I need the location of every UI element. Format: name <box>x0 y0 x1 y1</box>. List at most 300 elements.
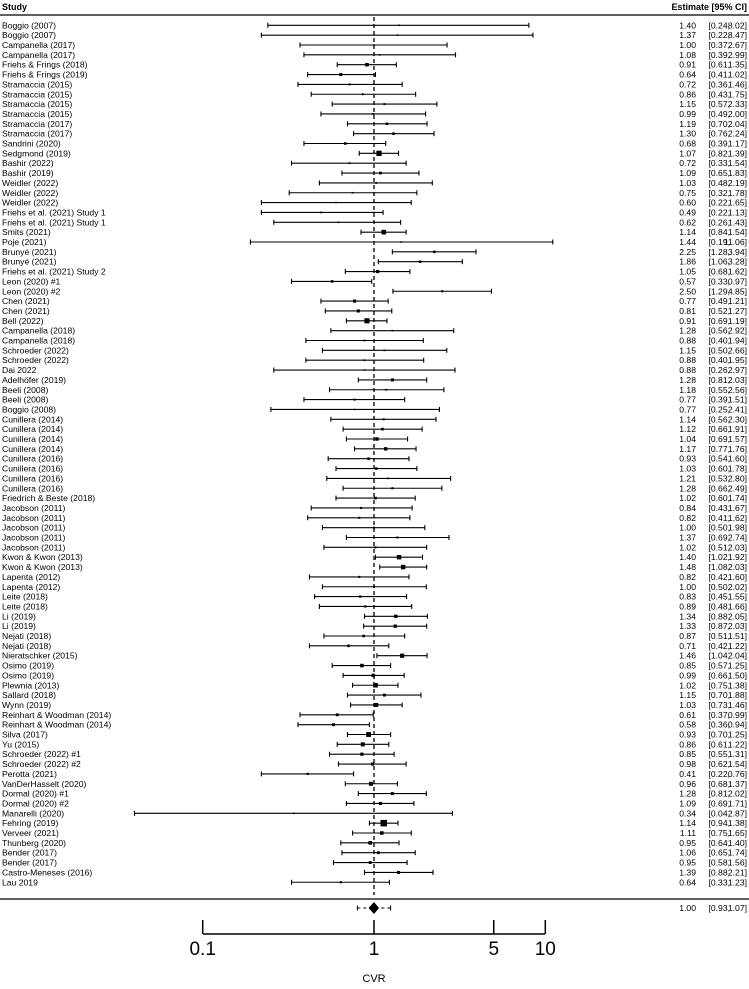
point-estimate <box>354 399 356 401</box>
study-label: Thunberg (2020) <box>2 837 67 848</box>
ci-high-value: 1.25] <box>727 660 747 671</box>
ci-low-value: [0.51, <box>708 542 730 553</box>
ci-low-value: [0.50, <box>708 345 730 356</box>
point-estimate <box>433 251 435 253</box>
estimate-value: 1.06 <box>679 847 696 858</box>
ci-low-value: [0.88, <box>708 867 730 878</box>
estimate-value: 0.85 <box>679 749 696 760</box>
ci-high-value: 0.76] <box>727 768 747 779</box>
ci-high-value: 1.02] <box>727 69 747 80</box>
study-label: Bender (2017) <box>2 857 57 868</box>
point-estimate <box>385 389 387 391</box>
study-label: Sallard (2018) <box>2 690 56 701</box>
ci-high-value: 2.99] <box>727 49 747 60</box>
ci-low-value: [0.50, <box>708 581 730 592</box>
ci-high-value: 2.04] <box>727 650 747 661</box>
ci-low-value: [0.19, <box>708 237 730 247</box>
study-label: Schroeder (2022) <box>2 355 69 366</box>
x-tick-label: 10 <box>534 939 556 960</box>
ci-low-value: [1.28, <box>708 246 730 257</box>
estimate-value: 1.14 <box>679 818 696 829</box>
estimate-value: 0.95 <box>679 857 696 868</box>
ci-low-value: [0.66, <box>708 670 730 681</box>
point-estimate <box>400 241 402 243</box>
point-estimate <box>364 359 366 361</box>
study-label: Schroeder (2022) #2 <box>2 759 81 770</box>
point-estimate <box>339 73 342 76</box>
estimate-value: 1.19 <box>679 118 696 129</box>
ci-high-value: 4.85] <box>727 286 747 297</box>
point-estimate <box>383 103 385 105</box>
point-estimate <box>401 565 405 569</box>
ci-high-value: 2.03] <box>727 562 747 573</box>
estimate-value: 0.72 <box>679 79 696 90</box>
ci-high-value: 1.74] <box>727 847 747 858</box>
ci-low-value: [0.60, <box>708 493 730 504</box>
ci-low-value: [0.60, <box>708 463 730 474</box>
study-label: Campanella (2018) <box>2 325 76 336</box>
point-estimate <box>307 773 309 775</box>
study-label: Boggio (2008) <box>2 404 56 415</box>
study-label: Cunillera (2016) <box>2 463 64 474</box>
estimate-value: 1.86 <box>679 256 696 267</box>
study-label: Campanella (2017) <box>2 49 76 60</box>
ci-high-value: 1.54] <box>727 759 747 770</box>
estimate-value: 0.71 <box>679 640 696 651</box>
ci-low-value: [0.87, <box>708 621 730 632</box>
estimate-value: 0.87 <box>679 631 696 641</box>
estimate-value: 0.85 <box>679 660 696 671</box>
ci-low-value: [0.64, <box>708 837 730 848</box>
ci-high-value: 1.22] <box>727 739 747 750</box>
ci-low-value: [0.94, <box>708 818 730 829</box>
study-label: Dormal (2020) #2 <box>2 798 69 809</box>
ci-low-value: [0.82, <box>708 148 730 159</box>
estimate-value: 0.91 <box>679 315 696 326</box>
ci-low-value: [0.75, <box>708 680 730 691</box>
ci-high-value: 2.67] <box>727 40 747 50</box>
estimate-value: 1.48 <box>679 562 696 573</box>
study-label: Weidler (2022) <box>2 187 59 198</box>
study-label: Brunyé (2021) <box>2 246 57 257</box>
estimate-value: 0.61 <box>679 709 696 720</box>
ci-low-value: [0.61, <box>708 59 730 70</box>
study-label: Chen (2021) <box>2 296 50 307</box>
estimate-value: 0.58 <box>679 719 696 730</box>
point-estimate <box>381 428 384 431</box>
ci-high-value: 1.56] <box>727 857 747 868</box>
ci-low-value: [0.69, <box>708 798 730 809</box>
estimate-value: 1.30 <box>679 128 696 139</box>
ci-low-value: [0.70, <box>708 729 730 740</box>
x-tick-label: 1 <box>368 939 380 960</box>
study-label: Cunillera (2014) <box>2 414 64 425</box>
ci-low-value: [0.22, <box>708 207 730 218</box>
study-label: Brunyé (2021) <box>2 256 57 267</box>
point-estimate <box>392 330 394 332</box>
ci-high-value: 2.02] <box>727 788 747 799</box>
ci-high-value: 2.92] <box>727 325 747 336</box>
estimate-value: 2.50 <box>679 286 696 297</box>
ci-high-value: 1.38] <box>727 818 747 829</box>
ci-high-value: 1.40] <box>727 837 747 848</box>
estimate-value: 1.40 <box>679 552 696 563</box>
ci-low-value: [0.40, <box>708 355 730 366</box>
estimate-value: 1.44 <box>679 237 696 247</box>
study-label: Friehs & Frings (2018) <box>2 59 88 70</box>
point-estimate <box>380 831 384 835</box>
point-estimate <box>340 881 342 883</box>
point-estimate <box>384 350 386 352</box>
ci-high-value: 1.95] <box>727 355 747 366</box>
point-estimate <box>397 34 399 36</box>
study-label: Perotta (2021) <box>2 768 57 779</box>
summary-estimate: 1.00 <box>679 903 696 913</box>
estimate-value: 1.03 <box>679 699 696 710</box>
ci-high-value: 2.02] <box>727 581 747 592</box>
estimate-value: 1.00 <box>679 40 696 50</box>
estimate-value: 1.28 <box>679 325 696 336</box>
point-estimate <box>359 595 361 597</box>
ci-low-value: [0.45, <box>708 591 730 602</box>
x-tick-label: 5 <box>488 939 500 960</box>
ci-low-value: [0.36, <box>708 79 730 90</box>
study-label: Smits (2021) <box>2 227 51 238</box>
ci-low-value: [0.73, <box>708 699 730 710</box>
point-estimate <box>368 841 372 845</box>
ci-high-value: 1.51] <box>727 631 747 641</box>
point-estimate <box>344 142 347 145</box>
study-label: Stramaccia (2015) <box>2 79 73 90</box>
point-estimate <box>391 487 393 489</box>
study-label: Stramaccia (2017) <box>2 118 73 129</box>
ci-high-value: 2.33] <box>727 99 747 110</box>
ci-high-value: 1.55] <box>727 591 747 602</box>
study-label: Leite (2018) <box>2 591 48 602</box>
ci-high-value: 0.99] <box>727 709 747 720</box>
point-estimate <box>354 409 356 411</box>
ci-low-value: [0.22, <box>708 197 730 208</box>
study-label: Lau 2019 <box>2 877 38 888</box>
estimate-value: 1.21 <box>679 473 696 484</box>
ci-low-value: [0.57, <box>708 660 730 671</box>
ci-high-value: 1.46] <box>727 699 747 710</box>
ci-high-value: 2.80] <box>727 473 747 484</box>
point-estimate <box>332 723 335 726</box>
estimate-value: 1.12 <box>679 424 696 435</box>
estimate-value: 1.04 <box>679 434 696 444</box>
point-estimate <box>383 418 385 420</box>
ci-low-value: [0.40, <box>708 335 730 346</box>
estimate-value: 0.62 <box>679 217 696 228</box>
study-label: Friedrich & Beste (2018) <box>2 493 96 504</box>
ci-low-value: [0.88, <box>708 611 730 622</box>
study-label: Cunillera (2016) <box>2 473 64 484</box>
x-axis-label: CVR <box>362 973 386 985</box>
ci-high-value: 1.39] <box>727 148 747 159</box>
ci-high-value: 2.41] <box>727 404 747 415</box>
estimate-value: 0.83 <box>679 591 696 602</box>
point-estimate <box>357 309 360 312</box>
point-estimate <box>364 369 366 371</box>
ci-low-value: [0.33, <box>708 877 730 888</box>
ci-high-value: 1.38] <box>727 680 747 691</box>
point-estimate <box>397 871 400 874</box>
study-label: Cunillera (2014) <box>2 443 64 454</box>
point-estimate <box>397 555 401 559</box>
estimate-value: 0.86 <box>679 89 696 100</box>
estimate-value: 0.88 <box>679 355 696 366</box>
ci-low-value: [0.22, <box>708 768 730 779</box>
estimate-value: 1.09 <box>679 798 696 809</box>
point-estimate <box>377 851 380 854</box>
ci-low-value: [0.57, <box>708 99 730 110</box>
ci-low-value: [0.39, <box>708 394 730 405</box>
point-estimate <box>320 212 322 214</box>
ci-high-value: 1.78] <box>727 187 747 198</box>
study-label: Bell (2022) <box>2 315 44 326</box>
ci-high-value: 1.98] <box>727 522 747 533</box>
point-estimate <box>362 93 364 95</box>
point-estimate <box>335 202 337 204</box>
point-estimate <box>380 820 387 827</box>
estimate-value: 0.34 <box>679 808 696 819</box>
estimate-value: 1.28 <box>679 788 696 799</box>
estimate-value: 2.25 <box>679 246 696 257</box>
ci-low-value: [0.81, <box>708 374 730 385</box>
study-label: Li (2019) <box>2 611 36 622</box>
study-label: Osimo (2019) <box>2 670 55 681</box>
study-label: Bender (2017) <box>2 847 57 858</box>
study-label: Cunillera (2014) <box>2 424 64 435</box>
ci-high-value: 2.87] <box>727 808 747 819</box>
ci-high-value: 1.76] <box>727 443 747 454</box>
ci-low-value: [0.56, <box>708 325 730 336</box>
study-label: Cunillera (2016) <box>2 453 64 464</box>
estimate-value: 1.00 <box>679 581 696 592</box>
estimate-value: 1.09 <box>679 168 696 179</box>
estimate-value: 1.05 <box>679 266 696 277</box>
study-label: VanDerHasselt (2020) <box>2 778 87 789</box>
ci-high-value: 1.43] <box>727 217 747 228</box>
ci-low-value: [0.65, <box>708 847 730 858</box>
ci-low-value: [0.43, <box>708 502 730 513</box>
ci-low-value: [0.65, <box>708 168 730 179</box>
estimate-value: 1.07 <box>679 148 696 159</box>
ci-low-value: [1.04, <box>708 650 730 661</box>
study-label: Sandrini (2020) <box>2 138 61 149</box>
ci-low-value: [0.76, <box>708 128 730 139</box>
estimate-value: 0.81 <box>679 305 696 316</box>
ci-low-value: [0.26, <box>708 365 730 376</box>
study-label: Schroeder (2022) <box>2 345 69 356</box>
ci-high-value: 1.88] <box>727 690 747 701</box>
ci-low-value: [0.04, <box>708 808 730 819</box>
estimate-value: 0.68 <box>679 138 696 149</box>
point-estimate <box>391 378 394 381</box>
estimate-value: 1.37 <box>679 532 696 543</box>
study-label: Leite (2018) <box>2 601 48 612</box>
estimate-value: 0.86 <box>679 739 696 750</box>
estimate-value: 1.28 <box>679 374 696 385</box>
ci-low-value: [0.42, <box>708 640 730 651</box>
point-estimate <box>375 182 377 184</box>
estimate-value: 0.93 <box>679 453 696 464</box>
ci-low-value: [0.53, <box>708 473 730 484</box>
point-estimate <box>419 260 421 262</box>
ci-high-value: 0.97] <box>727 276 747 287</box>
ci-low-value: [0.56, <box>708 414 730 425</box>
ci-high-value: 1.54] <box>727 227 747 238</box>
study-label: Kwon & Kwon (2013) <box>2 562 83 573</box>
point-estimate <box>336 713 339 716</box>
ci-low-value: [0.26, <box>708 217 730 228</box>
ci-high-value: 1.31] <box>727 749 747 760</box>
point-estimate <box>391 792 394 795</box>
estimate-value: 1.15 <box>679 345 696 356</box>
ci-high-value: 1.75] <box>727 89 747 100</box>
estimate-value: 0.95 <box>679 837 696 848</box>
point-estimate <box>381 230 386 235</box>
study-label: Osimo (2019) <box>2 660 55 671</box>
point-estimate <box>379 172 382 175</box>
point-estimate <box>365 63 369 67</box>
ci-low-value: [0.69, <box>708 532 730 543</box>
point-estimate <box>349 162 351 164</box>
ci-high-value: 1.91] <box>727 424 747 435</box>
estimate-value: 1.11 <box>679 828 696 838</box>
study-label: Friehs et al. (2021) Study 2 <box>2 266 106 277</box>
ci-low-value: [0.41, <box>708 512 730 523</box>
point-estimate <box>367 457 370 460</box>
estimate-value: 0.77 <box>679 404 696 415</box>
study-label: Leon (2020) #2 <box>2 286 61 297</box>
ci-high-value: 2.66] <box>727 345 747 356</box>
study-label: Weidler (2022) <box>2 197 59 208</box>
ci-low-value: [0.58, <box>708 857 730 868</box>
ci-low-value: [0.77, <box>708 443 730 454</box>
ci-high-value: 2.74] <box>727 532 747 543</box>
estimate-value: 1.02 <box>679 680 696 691</box>
point-estimate <box>360 753 363 756</box>
point-estimate <box>338 221 340 223</box>
ci-high-value: 1.94] <box>727 335 747 346</box>
estimate-value: 0.82 <box>679 571 696 582</box>
ci-high-value: 2.03] <box>727 374 747 385</box>
ci-high-value: 3.28] <box>727 256 747 267</box>
ci-high-value: 2.49] <box>727 483 747 494</box>
ci-high-value: 1.67] <box>727 502 747 513</box>
study-label: Lapenta (2012) <box>2 581 61 592</box>
ci-low-value: [0.37, <box>708 40 730 50</box>
point-estimate <box>358 517 360 519</box>
ci-high-value: 1.60] <box>727 453 747 464</box>
study-label: Jacobson (2011) <box>2 502 66 513</box>
study-label: Friehs et al. (2021) Study 1 <box>2 207 106 218</box>
ci-low-value: [0.52, <box>708 305 730 316</box>
ci-low-value: [0.48, <box>708 177 730 188</box>
ci-high-value: 1.13] <box>727 207 747 218</box>
estimate-value: 0.82 <box>679 512 696 523</box>
estimate-value: 0.72 <box>679 158 696 169</box>
ci-high-value: 1.62] <box>727 266 747 277</box>
point-estimate <box>375 467 378 470</box>
point-estimate <box>396 536 398 538</box>
ci-low-value: [0.42, <box>708 571 730 582</box>
point-estimate <box>400 654 404 658</box>
study-label: Stramaccia (2017) <box>2 128 73 139</box>
ci-high-value: 1.65] <box>727 197 747 208</box>
estimate-value: 0.99 <box>679 108 696 119</box>
point-estimate <box>352 192 354 194</box>
ci-high-value: 2.03] <box>727 542 747 553</box>
point-estimate <box>375 437 378 440</box>
study-label: Li (2019) <box>2 621 36 632</box>
ci-low-value: [0.37, <box>708 709 730 720</box>
ci-high-value: 1.57] <box>727 434 747 444</box>
point-estimate <box>331 280 334 283</box>
point-estimate <box>379 802 382 805</box>
ci-low-value: [0.50, <box>708 522 730 533</box>
estimate-value: 1.03 <box>679 177 696 188</box>
study-label: Schroeder (2022) #1 <box>2 749 81 760</box>
ci-low-value: [0.69, <box>708 315 730 326</box>
header-study: Study <box>2 2 28 12</box>
estimate-value: 1.46 <box>679 650 696 661</box>
summary-ci-low: [0.93, <box>708 903 730 913</box>
summary-diamond <box>369 902 379 914</box>
ci-high-value: 1.62] <box>727 512 747 523</box>
ci-high-value: 1.65] <box>727 828 747 838</box>
study-label: Adelhöfer (2019) <box>2 374 67 385</box>
estimate-value: 1.03 <box>679 463 696 474</box>
ci-high-value: 2.97] <box>727 365 747 376</box>
ci-low-value: [0.33, <box>708 158 730 169</box>
estimate-value: 1.14 <box>679 227 696 238</box>
point-estimate <box>369 861 372 864</box>
ci-low-value: [0.68, <box>708 266 730 277</box>
ci-low-value: [0.33, <box>708 276 730 287</box>
study-label: Silva (2017) <box>2 729 48 740</box>
study-label: Jacobson (2011) <box>2 532 66 543</box>
ci-high-value: 2.30] <box>727 414 747 425</box>
ci-high-value: 1.78] <box>727 463 747 474</box>
study-label: Castro-Meneses (2016) <box>2 867 93 878</box>
ci-high-value: 1.71] <box>727 798 747 809</box>
estimate-value: 1.17 <box>679 443 696 454</box>
point-estimate <box>376 151 381 156</box>
ci-high-value: 2.04] <box>727 118 747 129</box>
ci-low-value: [1.29, <box>708 286 730 297</box>
estimate-value: 1.33 <box>679 621 696 632</box>
study-label: Manarelli (2020) <box>2 808 65 819</box>
ci-low-value: [0.32, <box>708 187 730 198</box>
estimate-value: 0.57 <box>679 276 696 287</box>
ci-low-value: [0.70, <box>708 118 730 129</box>
ci-low-value: [0.55, <box>708 384 730 395</box>
study-label: Campanella (2018) <box>2 335 76 346</box>
ci-low-value: [1.08, <box>708 562 730 573</box>
ci-high-value: 1.46] <box>727 79 747 90</box>
point-estimate <box>386 122 389 125</box>
estimate-value: 0.77 <box>679 394 696 405</box>
study-label: Plewnia (2013) <box>2 680 60 691</box>
x-tick-label: 0.1 <box>189 939 216 960</box>
ci-high-value: 1.50] <box>727 670 747 681</box>
study-label: Reinhart & Woodman (2014) <box>2 719 112 730</box>
point-estimate <box>349 83 351 85</box>
ci-high-value: 1.92] <box>727 552 747 563</box>
